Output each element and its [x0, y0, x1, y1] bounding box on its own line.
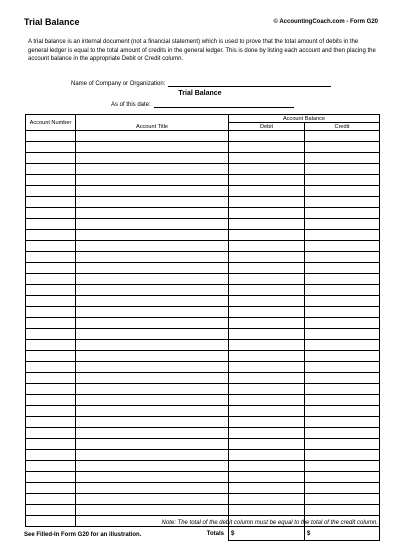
account-title-cell[interactable] — [76, 384, 229, 395]
credit-cell[interactable] — [305, 384, 380, 395]
account-number-cell[interactable] — [26, 373, 76, 384]
table-row — [26, 175, 380, 186]
credit-cell[interactable] — [305, 472, 380, 483]
account-number-cell[interactable] — [26, 505, 76, 516]
table-row — [26, 142, 380, 153]
account-title-cell[interactable] — [76, 186, 229, 197]
debit-cell[interactable] — [229, 186, 305, 197]
table-row — [26, 241, 380, 252]
account-number-cell[interactable] — [26, 362, 76, 373]
credit-cell[interactable] — [305, 296, 380, 307]
as-of-date-label: As of this date: — [111, 102, 151, 108]
credit-cell[interactable] — [305, 131, 380, 142]
account-title-cell[interactable] — [76, 439, 229, 450]
account-number-cell[interactable] — [26, 186, 76, 197]
intro-paragraph: A trial balance is an internal document (not a financial statement) which is used to prove that the total amount of debits in the general ledger is equal to the total amount of credits in the general ledger. This is done by listing each account and then placing the account balance in the appropriate Debit or Credit column. — [28, 39, 376, 63]
table-row — [26, 428, 380, 439]
table-row — [26, 329, 380, 340]
table-header-row — [26, 115, 380, 123]
table-row — [26, 494, 380, 505]
credit-cell[interactable] — [305, 175, 380, 186]
credit-cell[interactable] — [305, 417, 380, 428]
account-number-cell[interactable] — [26, 285, 76, 296]
debit-cell[interactable] — [229, 164, 305, 175]
account-title-cell[interactable] — [76, 274, 229, 285]
debit-cell[interactable] — [229, 131, 305, 142]
credit-cell[interactable] — [305, 351, 380, 362]
account-number-cell[interactable] — [26, 153, 76, 164]
table-row — [26, 395, 380, 406]
account-number-cell[interactable] — [26, 274, 76, 285]
credit-cell[interactable] — [305, 340, 380, 351]
account-number-cell[interactable] — [26, 263, 76, 274]
debit-cell[interactable] — [229, 142, 305, 153]
account-number-cell[interactable] — [26, 483, 76, 494]
table-row — [26, 362, 380, 373]
table-row — [26, 439, 380, 450]
account-title-cell[interactable] — [76, 285, 229, 296]
table-row — [26, 219, 380, 230]
account-title-cell[interactable] — [76, 164, 229, 175]
table-row — [26, 252, 380, 263]
credit-cell[interactable] — [305, 186, 380, 197]
credit-cell[interactable] — [305, 505, 380, 516]
table-row — [26, 153, 380, 164]
account-number-cell[interactable] — [26, 219, 76, 230]
account-number-cell[interactable] — [26, 131, 76, 142]
debit-cell[interactable] — [229, 175, 305, 186]
credit-cell[interactable] — [305, 164, 380, 175]
account-title-cell[interactable] — [76, 428, 229, 439]
debit-cell[interactable] — [229, 362, 305, 373]
account-number-cell[interactable] — [26, 384, 76, 395]
account-number-cell[interactable] — [26, 208, 76, 219]
credit-cell[interactable] — [305, 274, 380, 285]
balance-note: Note: The total of the debit column must be equal to the total of the credit column. — [161, 520, 378, 526]
account-number-cell[interactable] — [26, 450, 76, 461]
account-title-cell[interactable] — [76, 340, 229, 351]
credit-cell[interactable] — [305, 307, 380, 318]
debit-cell[interactable] — [229, 219, 305, 230]
credit-cell[interactable] — [305, 428, 380, 439]
debit-cell[interactable] — [229, 483, 305, 494]
credit-cell[interactable] — [305, 362, 380, 373]
account-title-cell[interactable] — [76, 472, 229, 483]
table-row — [26, 296, 380, 307]
account-title-cell[interactable] — [76, 362, 229, 373]
debit-cell[interactable] — [229, 461, 305, 472]
table-row — [26, 406, 380, 417]
debit-cell[interactable] — [229, 197, 305, 208]
account-number-cell[interactable] — [26, 494, 76, 505]
credit-total-cell[interactable]: $ — [305, 527, 380, 541]
debit-cell[interactable] — [229, 373, 305, 384]
table-row — [26, 340, 380, 351]
account-title-cell[interactable] — [76, 307, 229, 318]
debit-cell[interactable] — [229, 428, 305, 439]
debit-cell[interactable] — [229, 285, 305, 296]
debit-cell[interactable] — [229, 318, 305, 329]
table-row — [26, 318, 380, 329]
account-title-header: Account Title — [76, 115, 229, 131]
table-row — [26, 285, 380, 296]
credit-cell[interactable] — [305, 208, 380, 219]
credit-cell[interactable] — [305, 395, 380, 406]
credit-cell[interactable] — [305, 483, 380, 494]
credit-cell[interactable] — [305, 329, 380, 340]
table-row — [26, 197, 380, 208]
trial-balance-table — [25, 114, 380, 541]
account-number-cell[interactable] — [26, 230, 76, 241]
account-title-cell[interactable] — [76, 296, 229, 307]
credit-cell[interactable] — [305, 450, 380, 461]
form-subtitle: Trial Balance — [178, 90, 222, 97]
account-title-cell[interactable] — [76, 417, 229, 428]
account-title-cell[interactable] — [76, 395, 229, 406]
account-title-cell[interactable] — [76, 494, 229, 505]
totals-label: Totals — [206, 530, 224, 537]
account-title-cell[interactable] — [76, 483, 229, 494]
table-row — [26, 307, 380, 318]
table-row — [26, 208, 380, 219]
credit-cell[interactable] — [305, 461, 380, 472]
account-number-cell[interactable] — [26, 461, 76, 472]
page-title: Trial Balance — [24, 17, 80, 27]
debit-cell[interactable] — [229, 263, 305, 274]
account-title-cell[interactable] — [76, 318, 229, 329]
credit-cell[interactable] — [305, 142, 380, 153]
as-of-date-line[interactable] — [154, 101, 294, 108]
account-number-cell[interactable] — [26, 307, 76, 318]
debit-cell[interactable] — [229, 494, 305, 505]
debit-cell[interactable] — [229, 439, 305, 450]
account-title-cell[interactable] — [76, 197, 229, 208]
debit-cell[interactable] — [229, 395, 305, 406]
credit-cell[interactable] — [305, 406, 380, 417]
credit-cell[interactable] — [305, 285, 380, 296]
account-title-cell[interactable] — [76, 406, 229, 417]
account-title-cell[interactable] — [76, 373, 229, 384]
account-title-cell[interactable] — [76, 142, 229, 153]
debit-total-cell[interactable]: $ — [229, 527, 305, 541]
account-title-cell[interactable] — [76, 263, 229, 274]
table-row — [26, 230, 380, 241]
account-number-cell[interactable] — [26, 318, 76, 329]
account-balance-header: Account Balance — [229, 115, 380, 123]
account-number-cell[interactable] — [26, 175, 76, 186]
account-number-cell[interactable] — [26, 241, 76, 252]
account-number-header: Account Number — [26, 115, 76, 131]
debit-cell[interactable] — [229, 274, 305, 285]
account-title-cell[interactable] — [76, 175, 229, 186]
debit-cell[interactable] — [229, 340, 305, 351]
credit-cell[interactable] — [305, 373, 380, 384]
account-title-cell[interactable] — [76, 219, 229, 230]
account-number-cell[interactable] — [26, 329, 76, 340]
account-number-cell[interactable] — [26, 340, 76, 351]
table-row — [26, 450, 380, 461]
table-row — [26, 472, 380, 483]
debit-cell[interactable] — [229, 505, 305, 516]
account-number-cell[interactable] — [26, 472, 76, 483]
account-number-cell[interactable] — [26, 252, 76, 263]
credit-cell[interactable] — [305, 197, 380, 208]
credit-cell[interactable] — [305, 241, 380, 252]
credit-cell[interactable] — [305, 439, 380, 450]
table-row — [26, 274, 380, 285]
credit-cell[interactable] — [305, 318, 380, 329]
account-title-cell[interactable] — [76, 505, 229, 516]
account-number-cell[interactable] — [26, 406, 76, 417]
account-number-cell[interactable] — [26, 351, 76, 362]
account-number-cell[interactable] — [26, 417, 76, 428]
table-row — [26, 131, 380, 142]
debit-cell[interactable] — [229, 296, 305, 307]
form-id-label: © AccountingCoach.com - Form G20 — [273, 19, 378, 25]
debit-header: Debit — [229, 123, 305, 131]
account-title-cell[interactable] — [76, 230, 229, 241]
debit-cell[interactable] — [229, 351, 305, 362]
credit-cell[interactable] — [305, 252, 380, 263]
table-row — [26, 461, 380, 472]
see-also-text: See Filled-In Form G20 for an illustration. — [24, 532, 142, 538]
company-name-line[interactable] — [168, 80, 331, 87]
debit-cell[interactable] — [229, 384, 305, 395]
credit-cell[interactable] — [305, 494, 380, 505]
credit-cell[interactable] — [305, 153, 380, 164]
table-row — [26, 373, 380, 384]
account-title-cell[interactable] — [76, 241, 229, 252]
table-body — [26, 131, 380, 527]
credit-header: Credit — [305, 123, 380, 131]
debit-cell[interactable] — [229, 329, 305, 340]
account-title-cell[interactable] — [76, 208, 229, 219]
as-of-date-field — [111, 101, 294, 108]
table-row — [26, 263, 380, 274]
debit-cell[interactable] — [229, 417, 305, 428]
account-title-cell[interactable] — [76, 131, 229, 142]
account-number-cell[interactable] — [26, 516, 76, 527]
table-row — [26, 483, 380, 494]
table-row — [26, 384, 380, 395]
debit-cell[interactable] — [229, 406, 305, 417]
company-name-field — [71, 80, 331, 87]
table-row — [26, 164, 380, 175]
account-title-cell[interactable] — [76, 252, 229, 263]
account-title-cell[interactable] — [76, 329, 229, 340]
account-number-cell[interactable] — [26, 439, 76, 450]
account-number-cell[interactable] — [26, 395, 76, 406]
credit-cell[interactable] — [305, 219, 380, 230]
account-number-cell[interactable] — [26, 164, 76, 175]
debit-cell[interactable] — [229, 241, 305, 252]
debit-cell[interactable] — [229, 208, 305, 219]
credit-cell[interactable] — [305, 230, 380, 241]
table-row — [26, 417, 380, 428]
account-title-cell[interactable] — [76, 153, 229, 164]
account-number-cell[interactable] — [26, 296, 76, 307]
account-title-cell[interactable] — [76, 351, 229, 362]
company-name-label: Name of Company or Organization: — [71, 81, 166, 87]
debit-cell[interactable] — [229, 307, 305, 318]
account-number-cell[interactable] — [26, 142, 76, 153]
debit-cell[interactable] — [229, 230, 305, 241]
debit-cell[interactable] — [229, 153, 305, 164]
debit-cell[interactable] — [229, 450, 305, 461]
debit-cell[interactable] — [229, 472, 305, 483]
table-row — [26, 505, 380, 516]
account-title-cell[interactable] — [76, 461, 229, 472]
account-number-cell[interactable] — [26, 428, 76, 439]
account-title-cell[interactable] — [76, 450, 229, 461]
account-number-cell[interactable] — [26, 197, 76, 208]
credit-cell[interactable] — [305, 263, 380, 274]
debit-cell[interactable] — [229, 252, 305, 263]
table-row — [26, 186, 380, 197]
table-row — [26, 351, 380, 362]
